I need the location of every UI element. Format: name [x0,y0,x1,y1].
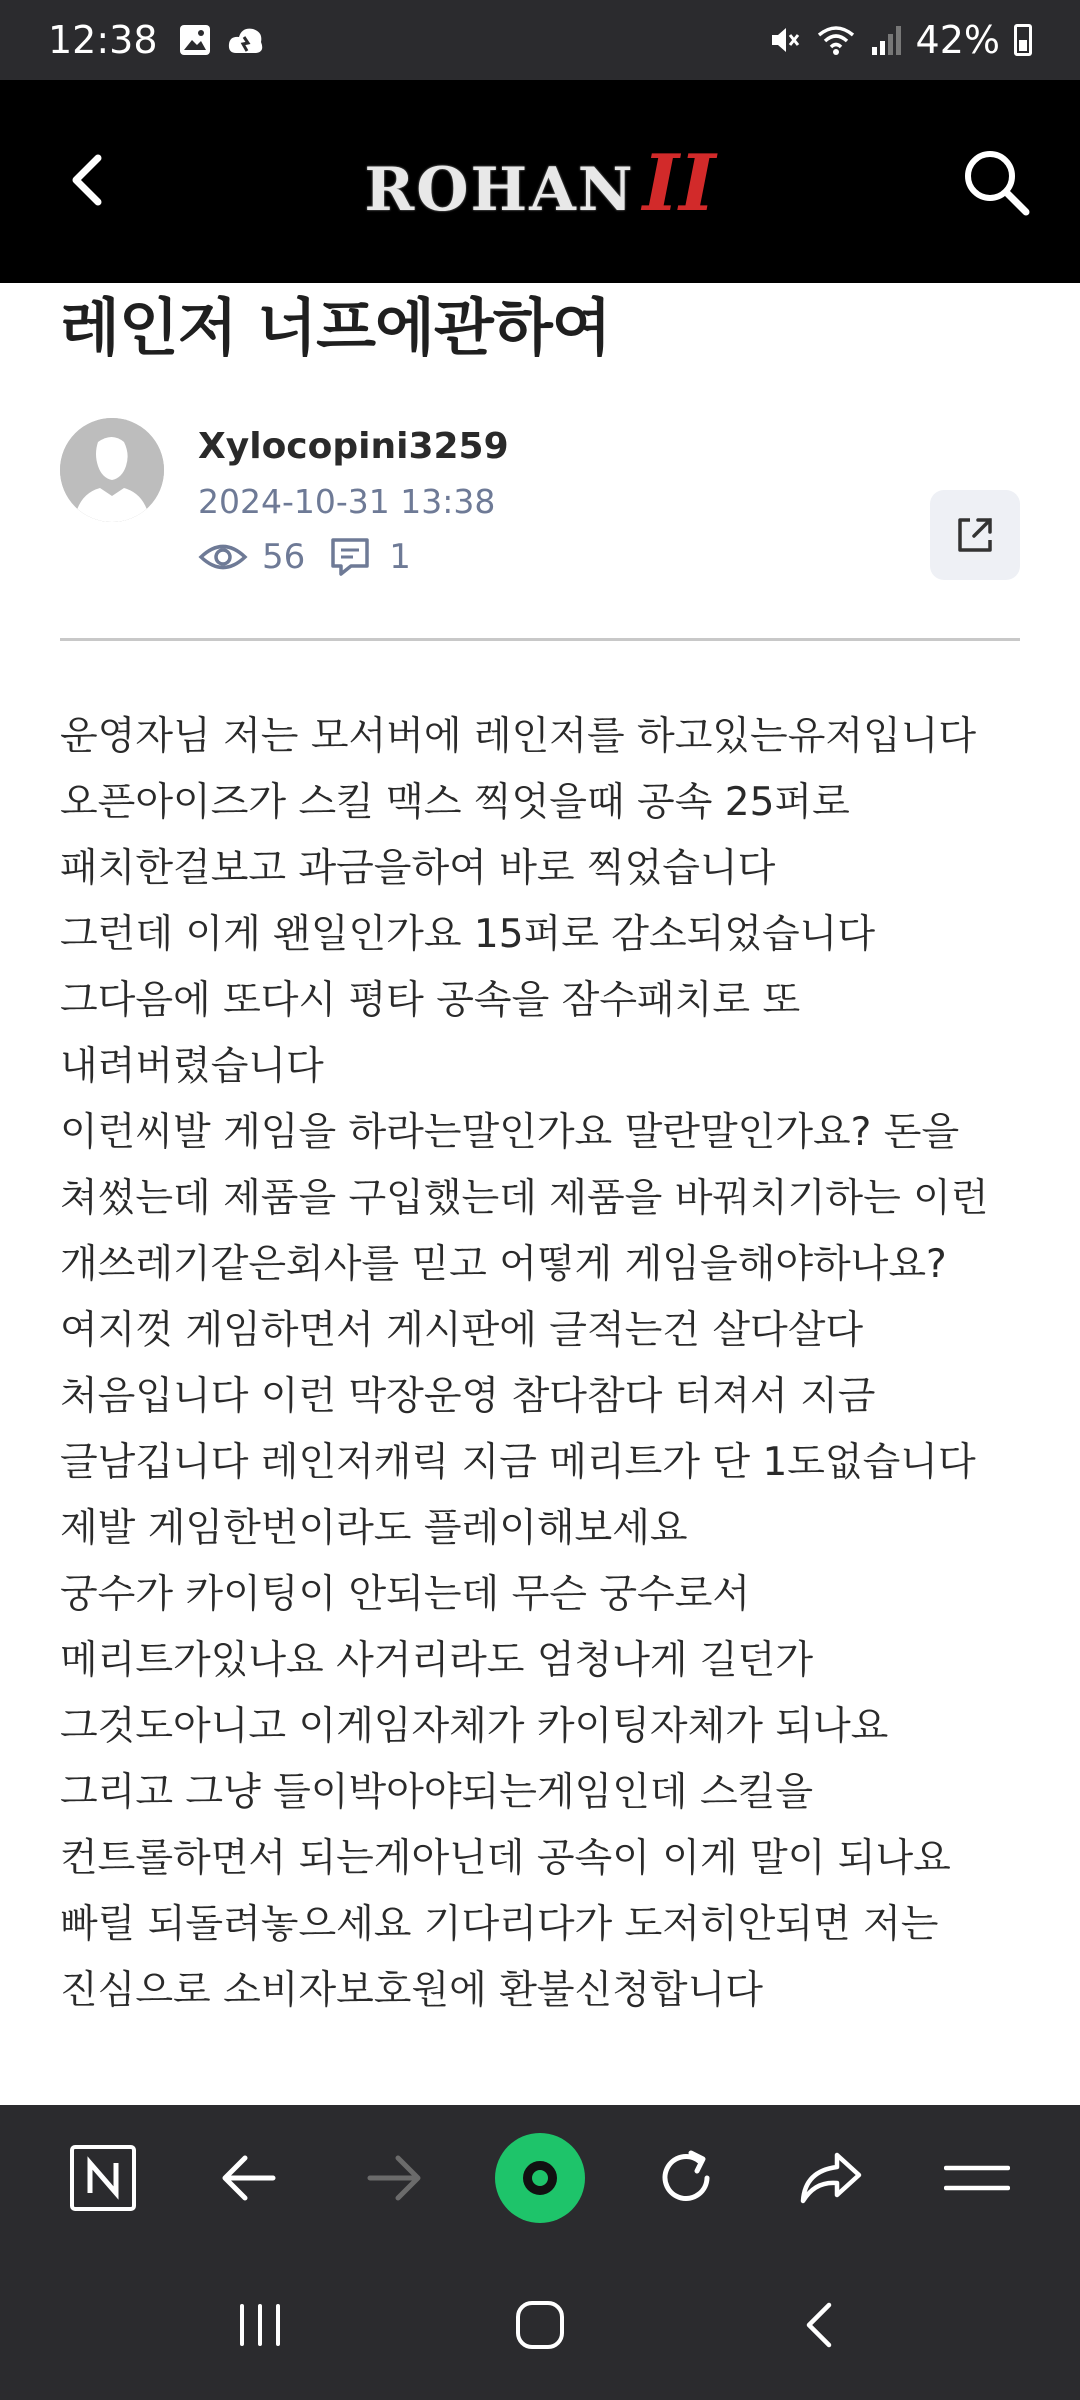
image-icon [178,23,212,57]
status-time: 12:38 [48,18,158,62]
search-icon[interactable] [960,146,1032,218]
nav-back-button[interactable] [780,2285,860,2365]
body-line: 개쓰레기같은회사를 믿고 어떻게 게임을해야하나요? [60,1242,947,1287]
body-line: 여지껏 게임하면서 게시판에 글적는건 살다살다 [60,1308,864,1353]
logo-text: ROHAN [364,155,635,225]
nav-home-button[interactable] [500,2285,580,2365]
back-icon[interactable] [56,148,120,212]
naver-button[interactable] [58,2133,148,2223]
system-nav-bar [0,2250,1080,2400]
body-line: 글남깁니다 레인저캐릭 지금 메리트가 단 1도없습니다 [60,1440,976,1485]
view-count: 56 [262,537,306,577]
browser-back-button[interactable] [204,2133,294,2223]
browser-toolbar [0,2105,1080,2250]
body-line: 제발 게임한번이라도 플레이해보세요 [60,1506,688,1551]
app-header [0,80,1080,283]
body-line: 궁수가 카이팅이 안되는데 무슨 궁수로서 [60,1572,751,1617]
back-arrow-icon [217,2146,281,2210]
battery-percent: 42% [915,18,1000,62]
forward-arrow-icon [362,2146,426,2210]
body-line: 처음입니다 이런 막장운영 참다참다 터져서 지금 [60,1374,876,1419]
author-name[interactable]: Xylocopini3259 [198,426,509,467]
post-date: 2024-10-31 13:38 [198,482,496,521]
body-line: 오픈아이즈가 스킬 맥스 찍엇을때 공속 25퍼로 [60,780,850,825]
body-line: 진심으로 소비자보호원에 환불신청합니다 [60,1968,763,2013]
eye-icon [198,532,248,582]
divider [60,638,1020,641]
body-line: 그런데 이게 왠일인가요 15퍼로 감소되었습니다 [60,912,876,957]
recents-button[interactable] [220,2285,300,2365]
page-share-button[interactable] [786,2133,876,2223]
back-icon [795,2297,845,2353]
refresh-icon [653,2145,719,2211]
share-icon [797,2145,865,2211]
body-line: 쳐썼는데 제품을 구입했는데 제품을 바꿔치기하는 이런 [60,1176,989,1221]
body-line: 그다음에 또다시 평타 공속을 잠수패치로 또 [60,978,801,1023]
status-right [768,18,1032,62]
home-icon [512,2297,568,2353]
signal-icon [870,23,902,57]
body-line: 패치한걸보고 과금을하여 바로 찍었습니다 [60,846,776,891]
status-bar [0,0,1080,80]
post-title: 레인저 너프에관하여 [60,291,611,364]
battery-icon [1014,24,1032,56]
rohan-logo[interactable] [364,138,715,229]
browser-menu-button[interactable] [932,2133,1022,2223]
body-line: 이런씨발 게임을 하라는말인가요 말란말인가요? 돈을 [60,1110,960,1155]
cloud-icon [226,23,266,57]
share-icon [952,512,998,558]
share-button[interactable] [930,490,1020,580]
refresh-button[interactable] [641,2133,731,2223]
body-line: 그것도아니고 이게임자체가 카이팅자체가 되나요 [60,1704,889,1749]
wifi-icon [816,23,856,57]
status-icons-left [178,23,266,57]
body-line: 빠릴 되돌려놓으세요 기다리다가 도저히안되면 저는 [60,1902,939,1947]
browser-forward-button[interactable] [349,2133,439,2223]
body-line: 그리고 그냥 들이박아야되는게임인데 스킬을 [60,1770,813,1815]
avatar[interactable] [60,418,164,522]
post-stats [198,532,411,582]
browser-home-button[interactable] [495,2133,585,2223]
body-line: 메리트가있나요 사거리라도 엄청나게 길던가 [60,1638,813,1683]
mute-icon [768,23,802,57]
default-avatar-icon [60,418,164,522]
recents-icon [232,2300,288,2350]
naver-icon [68,2143,138,2213]
body-line: 내려버렸습니다 [60,1044,324,1089]
body-line: 운영자님 저는 모서버에 레인저를 하고있는유저입니다 [60,714,977,759]
comment-icon [325,532,375,582]
body-line: 컨트롤하면서 되는게아닌데 공속이 이게 말이 되나요 [60,1836,951,1881]
menu-icon [944,2158,1010,2198]
comment-count: 1 [389,537,411,577]
home-icon [495,2133,585,2223]
post-body [60,704,1040,2024]
logo-mark: II [642,138,716,229]
